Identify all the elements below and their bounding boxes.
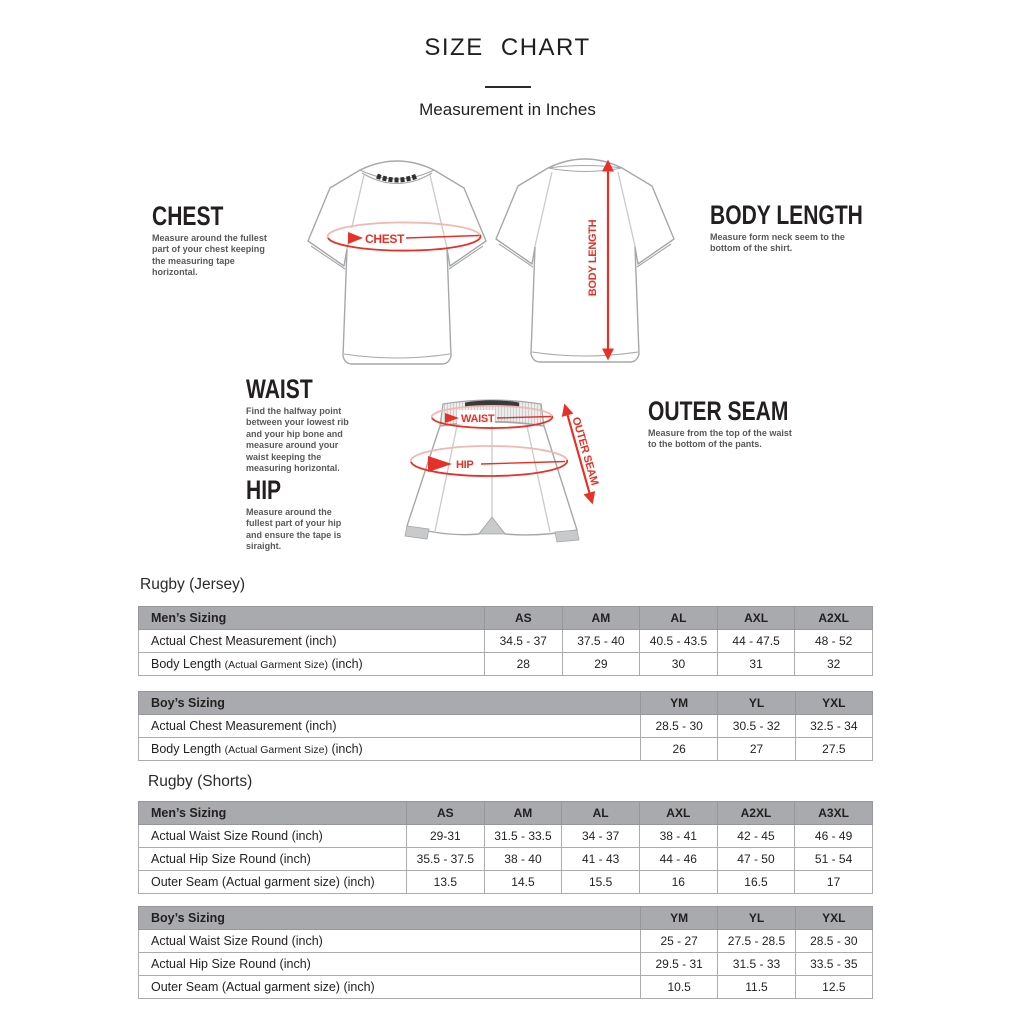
hip-guide-heading: HIP	[246, 475, 282, 505]
tshirt-back-diagram	[496, 159, 674, 362]
shorts-diagram	[395, 386, 630, 554]
size-value-cell: 28.5 - 30	[641, 715, 718, 738]
row-label: Body Length (Actual Garment Size) (inch)	[139, 653, 485, 676]
size-value-cell: 10.5	[641, 976, 718, 999]
row-label: Actual Chest Measurement (inch)	[139, 715, 641, 738]
size-value-cell: 35.5 - 37.5	[407, 848, 485, 871]
outer-seam-guide	[648, 398, 810, 451]
size-column-header: YL	[718, 907, 795, 930]
hip-guide	[246, 477, 358, 553]
row-label: Actual Waist Size Round (inch)	[139, 930, 641, 953]
row-label: Actual Hip Size Round (inch)	[139, 953, 641, 976]
size-column-header: AL	[562, 802, 640, 825]
page-subtitle: Measurement in Inches	[419, 100, 596, 119]
sizing-table	[138, 906, 873, 999]
sizing-table	[138, 606, 873, 676]
section-heading: Rugby (Jersey)	[140, 576, 246, 593]
size-value-cell: 27.5 - 28.5	[718, 930, 795, 953]
size-value-cell: 16	[639, 871, 717, 894]
size-value-cell: 31.5 - 33	[718, 953, 795, 976]
chest-guide-heading: CHEST	[152, 201, 224, 231]
size-value-cell: 31	[717, 653, 795, 676]
size-value-cell: 31.5 - 33.5	[484, 825, 562, 848]
size-value-cell: 13.5	[407, 871, 485, 894]
outer-seam-diagram-label: OUTER SEAM	[569, 415, 601, 487]
tshirt-front-diagram	[308, 161, 486, 364]
size-column-header: AM	[562, 607, 640, 630]
table-header-label: Boy’s Sizing	[139, 907, 641, 930]
size-value-cell: 28.5 - 30	[795, 930, 872, 953]
size-value-cell: 27	[718, 738, 795, 761]
row-label: Outer Seam (Actual garment size) (inch)	[139, 871, 407, 894]
size-value-cell: 29-31	[407, 825, 485, 848]
table-row	[139, 738, 873, 761]
row-label: Actual Waist Size Round (inch)	[139, 825, 407, 848]
size-value-cell: 30.5 - 32	[718, 715, 795, 738]
table-row	[139, 930, 873, 953]
size-column-header: A2XL	[717, 802, 795, 825]
size-value-cell: 42 - 45	[717, 825, 795, 848]
size-column-header: AL	[640, 607, 718, 630]
size-column-header: YM	[641, 907, 718, 930]
table-header-label: Men’s Sizing	[139, 607, 485, 630]
size-value-cell: 27.5	[795, 738, 872, 761]
title-divider	[485, 86, 531, 88]
size-value-cell: 16.5	[717, 871, 795, 894]
size-value-cell: 40.5 - 43.5	[640, 630, 718, 653]
size-value-cell: 32	[795, 653, 873, 676]
size-value-cell: 48 - 52	[795, 630, 873, 653]
size-value-cell: 38 - 41	[639, 825, 717, 848]
size-column-header: AM	[484, 802, 562, 825]
table-row	[139, 871, 873, 894]
table-row	[139, 630, 873, 653]
body-length-diagram-label: BODY LENGTH	[587, 219, 599, 297]
size-column-header: A2XL	[795, 607, 873, 630]
size-column-header: AXL	[639, 802, 717, 825]
size-value-cell: 46 - 49	[795, 825, 873, 848]
hip-guide-description: Measure around the fullest part of your hip and ensure the tape is siraight.	[246, 507, 342, 553]
table-row	[139, 953, 873, 976]
table-header-label: Boy’s Sizing	[139, 692, 641, 715]
body-length-guide-heading: BODY LENGTH	[710, 200, 863, 230]
row-label: Body Length (Actual Garment Size) (inch)	[139, 738, 641, 761]
body-length-guide-description: Measure form neck seem to the bottom of the shirt.	[710, 232, 845, 255]
size-column-header: AS	[407, 802, 485, 825]
sizing-table	[138, 801, 873, 894]
chest-diagram-label: CHEST	[365, 232, 405, 246]
tshirt-diagrams	[300, 148, 670, 378]
size-value-cell: 51 - 54	[795, 848, 873, 871]
outer-seam-guide-description: Measure from the top of the waist to the bottom of the pants.	[648, 428, 792, 451]
row-label: Outer Seam (Actual garment size) (inch)	[139, 976, 641, 999]
size-value-cell: 14.5	[484, 871, 562, 894]
page-title: SIZE CHART	[424, 34, 591, 61]
table-row	[139, 976, 873, 999]
size-value-cell: 29.5 - 31	[641, 953, 718, 976]
chest-guide	[152, 203, 278, 279]
size-value-cell: 37.5 - 40	[562, 630, 640, 653]
size-value-cell: 38 - 40	[484, 848, 562, 871]
table-row	[139, 848, 873, 871]
size-column-header: YXL	[795, 692, 872, 715]
table-row	[139, 715, 873, 738]
body-length-guide	[710, 200, 863, 255]
size-column-header: YM	[641, 692, 718, 715]
size-column-header: A3XL	[795, 802, 873, 825]
size-value-cell: 30	[640, 653, 718, 676]
size-column-header: YL	[718, 692, 795, 715]
size-value-cell: 28	[485, 653, 563, 676]
table-row	[139, 825, 873, 848]
size-value-cell: 34 - 37	[562, 825, 640, 848]
size-value-cell: 11.5	[718, 976, 795, 999]
size-value-cell: 47 - 50	[717, 848, 795, 871]
shorts-right-hem-accent	[555, 530, 579, 542]
size-value-cell: 44 - 46	[639, 848, 717, 871]
size-column-header: AS	[485, 607, 563, 630]
size-value-cell: 12.5	[795, 976, 872, 999]
size-value-cell: 32.5 - 34	[795, 715, 872, 738]
size-value-cell: 25 - 27	[641, 930, 718, 953]
size-value-cell: 33.5 - 35	[795, 953, 872, 976]
size-value-cell: 44 - 47.5	[717, 630, 795, 653]
row-label: Actual Chest Measurement (inch)	[139, 630, 485, 653]
waist-guide-heading: WAIST	[246, 374, 313, 404]
size-column-header: AXL	[717, 607, 795, 630]
sizing-table	[138, 691, 873, 761]
table-header-label: Men’s Sizing	[139, 802, 407, 825]
waist-diagram-label: WAIST	[461, 413, 495, 425]
section-heading: Rugby (Shorts)	[148, 773, 253, 790]
size-value-cell: 29	[562, 653, 640, 676]
size-value-cell: 41 - 43	[562, 848, 640, 871]
waist-guide-description: Find the halfway point between your lowest rib and your hip bone and measure around your waist keeping the measuring horizontal.	[246, 406, 349, 474]
row-label: Actual Hip Size Round (inch)	[139, 848, 407, 871]
outer-seam-guide-heading: OUTER SEAM	[648, 396, 789, 426]
waist-guide	[246, 376, 364, 474]
size-value-cell: 34.5 - 37	[485, 630, 563, 653]
hip-diagram-label: HIP	[456, 459, 474, 471]
chest-guide-description: Measure around the fullest part of your chest keeping the measuring tape horizontal.	[152, 233, 267, 279]
table-row	[139, 653, 873, 676]
size-column-header: YXL	[795, 907, 872, 930]
size-value-cell: 26	[641, 738, 718, 761]
size-value-cell: 15.5	[562, 871, 640, 894]
size-value-cell: 17	[795, 871, 873, 894]
